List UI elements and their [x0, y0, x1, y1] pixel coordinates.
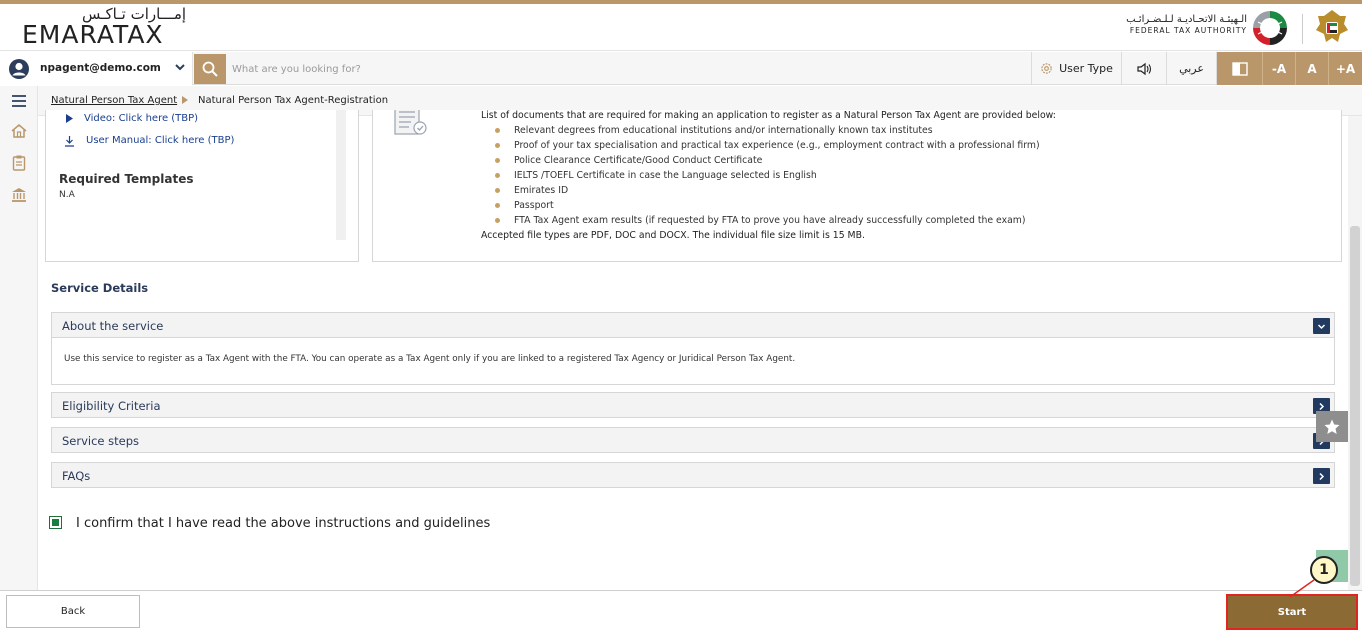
service-details-title: Service Details: [51, 281, 149, 295]
fta-logo-icon: [1250, 8, 1290, 48]
breadcrumb-separator-icon: [182, 96, 188, 104]
document-item: IELTS /TOEFL Certificate in case the Language selected is English: [493, 170, 1040, 185]
menu-icon[interactable]: [10, 92, 28, 110]
document-item: FTA Tax Agent exam results (if requested by FTA to prove you have already successfully completed the exam): [493, 215, 1040, 230]
accordion-service-steps[interactable]: [51, 427, 1335, 453]
documents-file-note: Accepted file types are PDF, DOC and DOCX. The individual file size limit is 15 MB.: [481, 230, 865, 241]
chevron-down-icon: [1317, 322, 1326, 331]
user-menu[interactable]: [0, 52, 193, 85]
back-button[interactable]: Back: [6, 595, 140, 628]
user-type-label: User Type: [1059, 62, 1113, 75]
user-manual-link-label: User Manual: Click here (TBP): [86, 135, 235, 146]
search-button[interactable]: [194, 54, 226, 84]
authority-name-arabic: الـهيئـة الاتحـاديـة لـلـضـرائـب: [1126, 14, 1247, 25]
clipboard-icon[interactable]: [10, 154, 28, 172]
left-side-rail: [0, 86, 38, 590]
required-templates-title: Required Templates: [59, 172, 194, 186]
callout-pointer-line: [1280, 578, 1320, 598]
search-icon: [202, 61, 218, 77]
read-aloud-button[interactable]: [1121, 52, 1166, 85]
chevron-right-icon: [1317, 402, 1326, 411]
accordion-title: Eligibility Criteria: [62, 399, 161, 413]
page-scrollbar-thumb[interactable]: [1350, 226, 1360, 586]
accordion-faqs[interactable]: [51, 462, 1335, 488]
favorite-button[interactable]: [1316, 411, 1348, 442]
document-item: Emirates ID: [493, 185, 1040, 200]
user-avatar-icon: [8, 58, 30, 80]
accordion-about-service[interactable]: [51, 312, 1335, 338]
accordion-eligibility-criteria[interactable]: [51, 392, 1335, 418]
bank-icon[interactable]: [10, 186, 28, 204]
document-checklist-icon: [391, 110, 433, 142]
accordion-title: Service steps: [62, 434, 140, 448]
document-item: Passport: [493, 200, 1040, 215]
uae-emblem-icon: [1314, 8, 1350, 46]
user-email: npagent@demo.com: [40, 62, 161, 74]
contrast-icon: [1232, 62, 1248, 76]
guides-card-scrollbar[interactable]: [336, 110, 346, 240]
gear-icon: [1040, 62, 1053, 75]
accordion-expand-button[interactable]: [1313, 468, 1330, 484]
authority-name-english: FEDERAL TAX AUTHORITY: [1129, 26, 1247, 35]
documents-list: [493, 125, 1040, 230]
star-icon: [1323, 418, 1341, 436]
guides-card: [45, 110, 359, 262]
logo-arabic: إمـــارات تـاكـس: [82, 5, 187, 23]
top-navbar: [0, 52, 1362, 85]
document-item: Police Clearance Certificate/Good Conduct Certificate: [493, 155, 1040, 170]
documents-intro: List of documents that are required for making an application to register as a Natural Person Tax Agent are provided below:: [481, 110, 1056, 121]
accordion-about-service-body: [51, 338, 1335, 385]
font-reset-button[interactable]: A: [1295, 52, 1328, 85]
chevron-down-icon[interactable]: [174, 61, 186, 73]
page-scrollbar[interactable]: [1348, 116, 1362, 590]
logo-english[interactable]: EMARATAX: [22, 20, 164, 49]
language-toggle[interactable]: عربي: [1166, 52, 1216, 85]
download-icon: [64, 135, 75, 147]
play-icon: [64, 113, 74, 124]
step-callout-badge: 1: [1310, 556, 1338, 584]
user-type-selector[interactable]: [1031, 52, 1121, 85]
required-documents-card: [372, 110, 1342, 262]
start-button[interactable]: Start: [1226, 594, 1358, 630]
accordion-title: About the service: [62, 319, 164, 333]
footer-action-bar: [0, 590, 1362, 632]
document-item: Proof of your tax specialisation and practical tax experience (e.g., employment contract with a professional firm): [493, 140, 1040, 155]
accordion-title: FAQs: [62, 469, 91, 483]
header-divider: [1302, 14, 1303, 44]
breadcrumb-current: Natural Person Tax Agent-Registration: [198, 95, 389, 106]
font-decrease-button[interactable]: -A: [1262, 52, 1295, 85]
accordion-collapse-button[interactable]: [1313, 318, 1330, 334]
contrast-toggle[interactable]: [1216, 52, 1262, 85]
required-templates-value: N.A: [59, 190, 75, 200]
breadcrumb-parent-link[interactable]: Natural Person Tax Agent: [51, 95, 178, 106]
header: [0, 4, 1362, 51]
font-increase-button[interactable]: +A: [1328, 52, 1362, 85]
chevron-right-icon: [1317, 472, 1326, 481]
speaker-icon: [1136, 62, 1152, 76]
home-icon[interactable]: [10, 122, 28, 140]
document-item: Relevant degrees from educational institutions and/or internationally known tax institutes: [493, 125, 1040, 140]
about-service-text: Use this service to register as a Tax Agent with the FTA. You can operate as a Tax Agent only if you are linked to a registered Tax Agency or Juridical Person Tax Agent.: [64, 354, 796, 364]
confirm-label: I confirm that I have read the above instructions and guidelines: [76, 516, 491, 531]
video-link-label: Video: Click here (TBP): [84, 113, 199, 124]
search-input[interactable]: [232, 56, 832, 82]
main-content: [38, 110, 1348, 590]
confirm-checkbox[interactable]: [49, 516, 62, 529]
